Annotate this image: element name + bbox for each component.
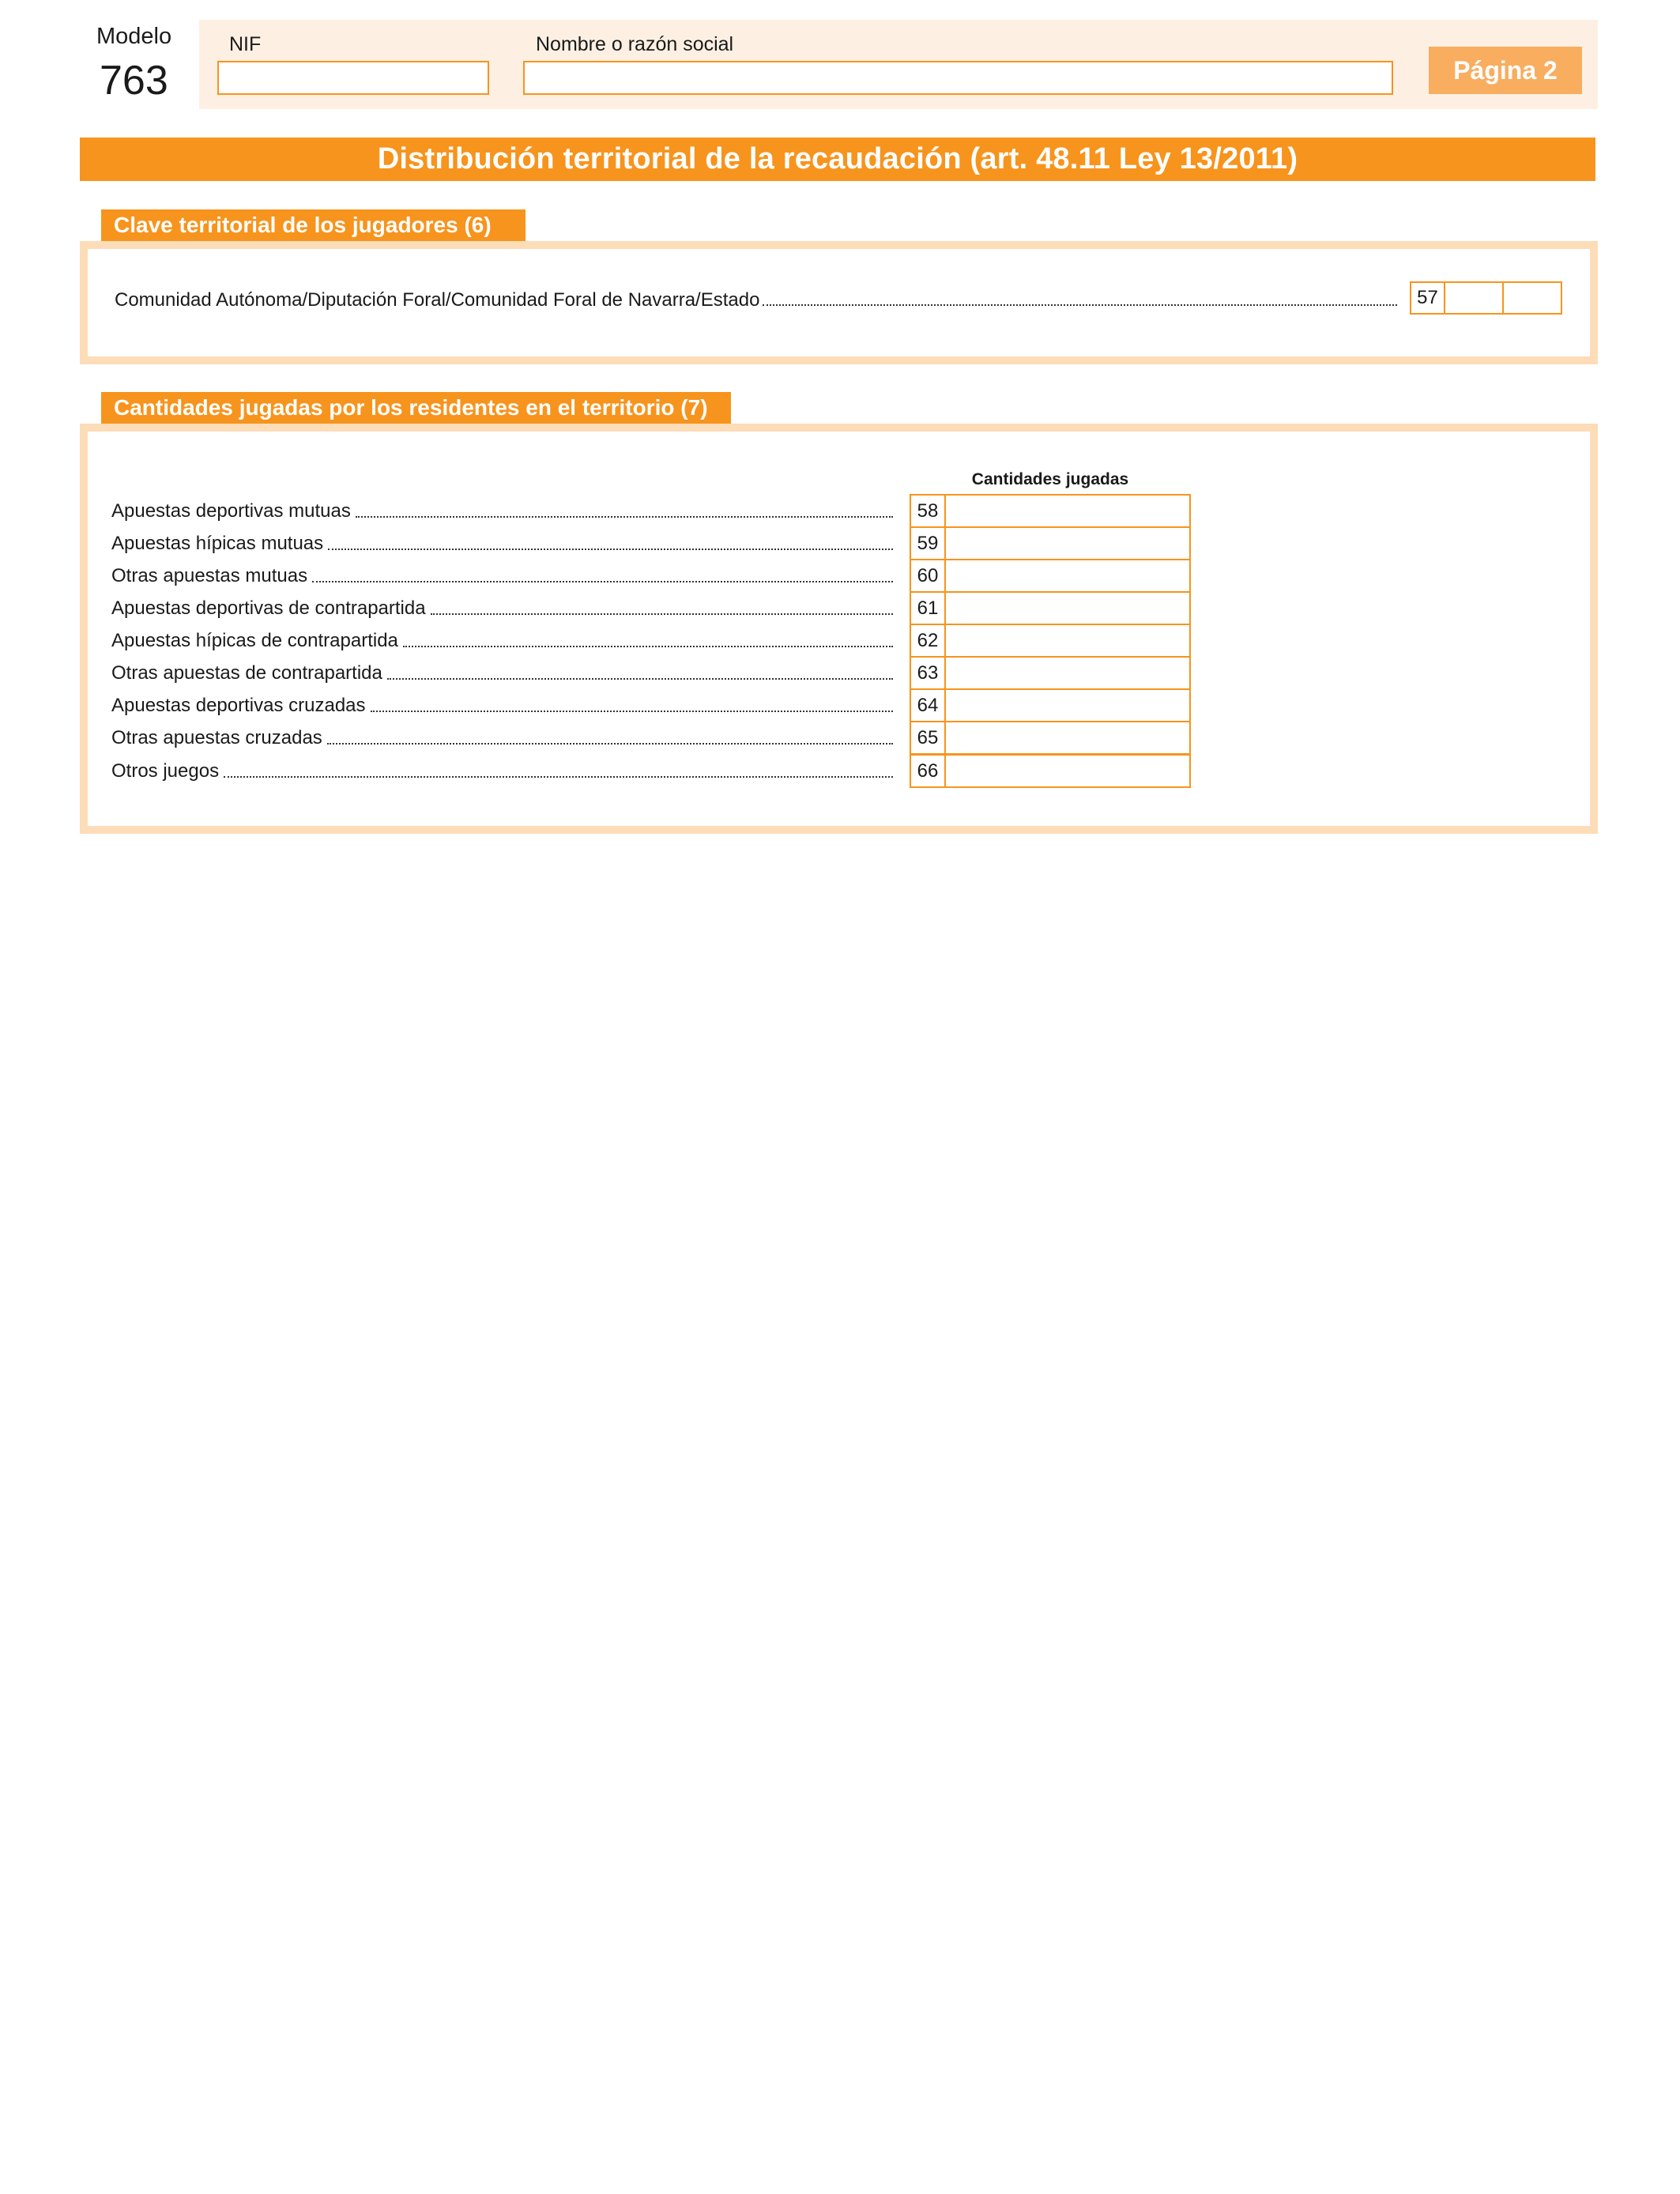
cantidad-jugada-input[interactable] [944,656,1191,690]
cantidad-jugada-input[interactable] [944,688,1191,722]
cantidades-row-label: Apuestas hípicas mutuas [111,533,324,554]
section-cantidades-frame [80,424,1598,834]
dot-leader [327,743,893,745]
nif-label: NIF [229,33,262,55]
nombre-field[interactable] [523,61,1393,95]
section-cantidades-title: Cantidades jugadas por los residentes en el territorio (7) [101,392,731,424]
cantidad-jugada-input[interactable] [944,591,1191,625]
cantidades-row-label: Otras apuestas de contrapartida [111,662,382,684]
box-code-61: 61 [910,591,946,625]
dot-leader [431,613,893,615]
clave-territorial-label: Comunidad Autónoma/Diputación Foral/Comunidad Foral de Navarra/Estado [115,289,760,311]
nif-field[interactable] [217,61,489,95]
page-indicator: Página 2 [1429,47,1582,94]
dot-leader [328,548,893,550]
cantidad-jugada-input[interactable] [944,494,1191,528]
box-code-62: 62 [910,624,946,658]
dot-leader [403,646,893,647]
box-code-64: 64 [910,688,946,722]
cantidades-row-label: Apuestas deportivas mutuas [111,500,351,522]
column-header-cantidades: Cantidades jugadas [971,470,1129,488]
dot-leader [371,711,893,712]
dot-leader [387,678,893,680]
dot-leader [312,581,893,582]
box-code-63: 63 [910,656,946,690]
box-code-65: 65 [910,721,946,755]
section-clave-territorial-title: Clave territorial de los jugadores (6) [101,209,525,241]
box-code-66: 66 [910,754,946,788]
clave-territorial-input-1[interactable] [1444,281,1504,315]
nombre-label: Nombre o razón social [536,33,734,55]
dot-leader [763,304,1397,306]
cantidad-jugada-input[interactable] [944,624,1191,658]
modelo-number: 763 [100,58,168,104]
cantidades-row-label: Apuestas hípicas de contrapartida [111,630,398,651]
cantidades-row-label: Apuestas deportivas cruzadas [111,695,366,716]
box-code-58: 58 [910,494,946,528]
cantidad-jugada-input[interactable] [944,559,1191,593]
cantidades-row-label: Otras apuestas mutuas [111,565,308,586]
dot-leader [356,516,893,518]
clave-territorial-input-2[interactable] [1502,281,1562,315]
box-code-59: 59 [910,526,946,560]
modelo-label: Modelo [96,24,172,49]
box-code-60: 60 [910,559,946,593]
box-code-57: 57 [1410,281,1445,315]
cantidades-row-label: Apuestas deportivas de contrapartida [111,598,426,619]
page-title: Distribución territorial de la recaudación (art. 48.11 Ley 13/2011) [80,138,1595,181]
cantidades-row-label: Otras apuestas cruzadas [111,727,322,748]
cantidad-jugada-input[interactable] [944,754,1191,788]
dot-leader [224,776,893,778]
cantidad-jugada-input[interactable] [944,721,1191,755]
cantidad-jugada-input[interactable] [944,526,1191,560]
cantidades-row-label: Otros juegos [111,760,220,782]
